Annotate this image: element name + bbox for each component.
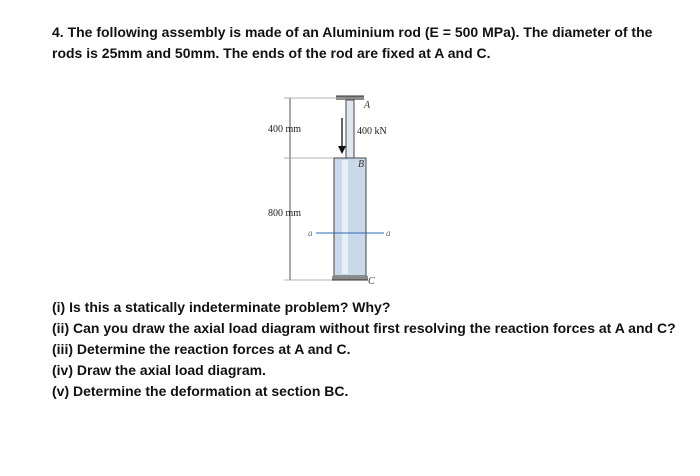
assembly-figure <box>256 88 406 288</box>
question-1: (i) Is this a statically indeterminate problem? Why? <box>52 299 391 315</box>
question-3: (iii) Determine the reaction forces at A and C. <box>52 341 351 357</box>
question-4: (iv) Draw the axial load diagram. <box>52 362 266 378</box>
question-5: (v) Determine the deformation at section BC. <box>52 383 349 399</box>
problem-statement: 4. The following assembly is made of an Aluminium rod (E = 500 MPa). The diameter of the rods is 25mm and 50mm. The ends of the rod are fixed at A and C. <box>52 24 653 61</box>
label-a: A <box>364 100 371 111</box>
support-c <box>332 276 368 280</box>
label-section-a-end: a <box>386 228 391 238</box>
rod-ab <box>346 100 354 158</box>
rod-bc <box>334 158 366 276</box>
rod-bc-highlight <box>342 160 348 274</box>
question-2: (ii) Can you draw the axial load diagram without first resolving the reaction forces at A and C? <box>52 320 676 336</box>
load-label: 400 kN <box>357 126 387 137</box>
label-section-a: a <box>308 228 313 238</box>
load-arrow-head <box>338 146 346 154</box>
label-c: C <box>368 276 375 287</box>
label-b: B <box>358 159 365 170</box>
dimension-lower-label: 800 mm <box>268 208 302 219</box>
assembly-diagram <box>256 88 406 288</box>
dimension-upper-label: 400 mm <box>268 124 302 135</box>
questions-list <box>52 297 684 402</box>
